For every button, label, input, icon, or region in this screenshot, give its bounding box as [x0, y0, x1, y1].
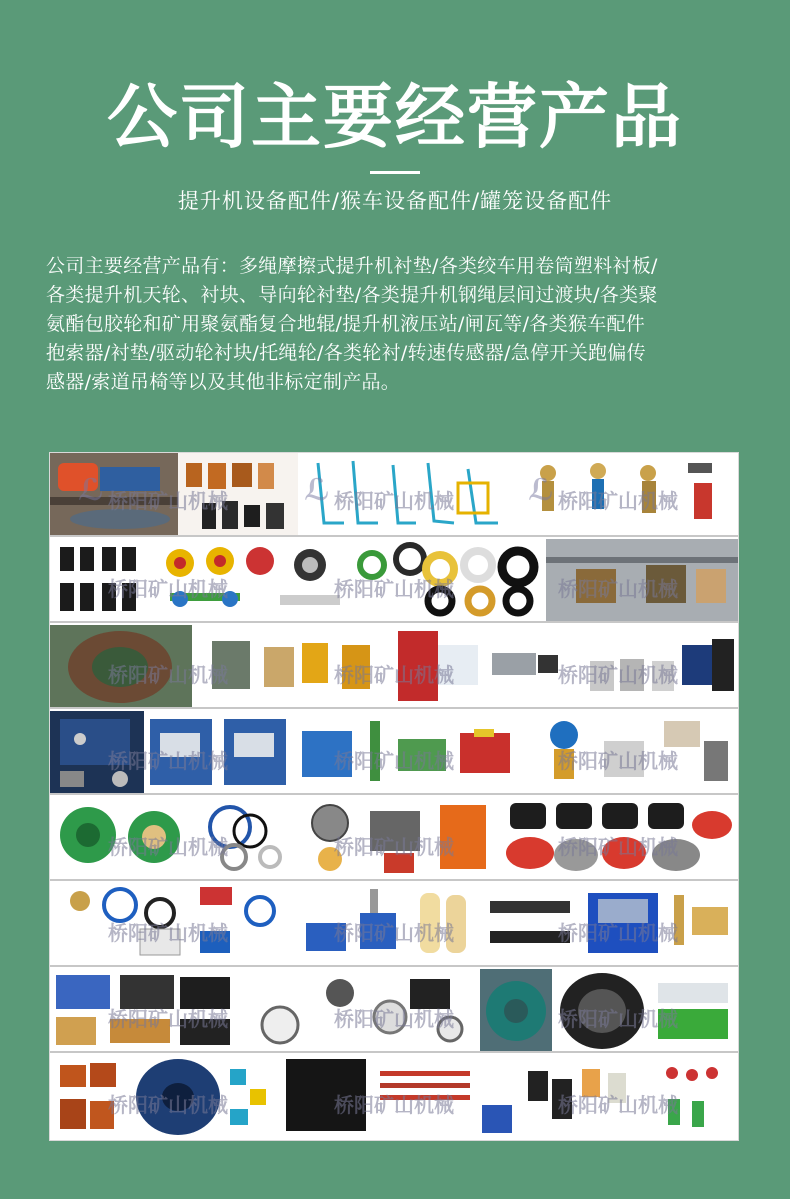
liner-blocks-icon: [178, 453, 298, 535]
solenoid-valves-icon: [50, 969, 240, 1051]
logo-watermark: ℒ: [78, 473, 104, 508]
hydraulic-station-photo: [578, 883, 738, 965]
brake-cylinders-photo: [582, 625, 738, 707]
valves-photo: [192, 625, 392, 707]
solenoid-valves-photo: [50, 969, 240, 1051]
liner-segments-icon: [50, 1055, 280, 1137]
watermark-text: 桥阳矿山机械: [334, 835, 454, 859]
monorail-photo: [546, 539, 738, 621]
junction-boxes-photo: [290, 883, 410, 965]
watermark-text: 桥阳矿山机械: [334, 1093, 454, 1117]
control-box-icon: [50, 711, 144, 793]
watermark-text: 桥阳矿山机械: [108, 1093, 228, 1117]
green-motors-icon: [50, 797, 190, 879]
watermark-text: 桥阳矿山机械: [558, 489, 678, 513]
gallery-row: [50, 711, 738, 795]
watermark-text: 桥阳矿山机械: [334, 749, 454, 773]
black-brackets-icon: [50, 539, 150, 621]
title-divider: [370, 171, 420, 174]
sheave-rollers-photo: [298, 453, 518, 535]
black-brackets-photo: [50, 539, 150, 621]
gallery-row: [50, 797, 738, 881]
watermark-text: 桥阳矿山机械: [334, 1007, 454, 1031]
valves-icon: [192, 625, 392, 707]
drum-liner-photo: [552, 969, 738, 1051]
gallery-row: [50, 969, 738, 1053]
sensors-photo: [294, 711, 534, 793]
sensors-icon: [294, 711, 534, 793]
watermark-text: 桥阳矿山机械: [334, 489, 454, 513]
electrical-cabinets-icon: [144, 711, 294, 793]
black-box-photo: [280, 1055, 372, 1137]
rollers-photo: [410, 883, 578, 965]
hoist-machine-photo: [50, 453, 178, 535]
bolts-photo: [522, 1055, 738, 1137]
pressure-gauges-photo: [240, 969, 480, 1051]
gallery-row: [50, 883, 738, 967]
watermark-text: 桥阳矿山机械: [108, 577, 228, 601]
black-box-icon: [280, 1055, 372, 1137]
friction-pads-icon: [500, 797, 738, 879]
watermark-text: 桥阳矿山机械: [108, 921, 228, 945]
rollers-icon: [410, 883, 578, 965]
support-wheels-photo: [150, 539, 350, 621]
watermark-text: 桥阳矿山机械: [108, 663, 228, 687]
hoist-machine-icon: [50, 453, 178, 535]
watermark-text: 桥阳矿山机械: [558, 835, 678, 859]
sheave-icon: [480, 969, 552, 1051]
liner-segments-photo: [50, 1055, 280, 1137]
gear-parts-photo: [300, 797, 500, 879]
watermark-text: 桥阳矿山机械: [108, 749, 228, 773]
watermark-text: 桥阳矿山机械: [334, 663, 454, 687]
watermark-text: 桥阳矿山机械: [558, 1093, 678, 1117]
rods-photo: [372, 1055, 522, 1137]
gear-parts-icon: [300, 797, 500, 879]
drum-wheel-photo: [50, 625, 192, 707]
watermark-text: 桥阳矿山机械: [334, 921, 454, 945]
switch-sensors-photo: [534, 711, 738, 793]
rubber-rings-photo: [350, 539, 546, 621]
product-photo-gallery: [49, 452, 739, 1141]
gallery-row: [50, 539, 738, 623]
rope-grip-icon: [518, 453, 738, 535]
liner-blocks-photo: [178, 453, 298, 535]
electrical-cabinets-photo: [144, 711, 294, 793]
page-title: 公司主要经营产品: [107, 76, 683, 158]
green-motors-photo: [50, 797, 190, 879]
watermark-text: 桥阳矿山机械: [334, 577, 454, 601]
sheave-rollers-icon: [298, 453, 518, 535]
gallery-row: [50, 625, 738, 709]
friction-pads-photo: [500, 797, 738, 879]
watermark-text: 桥阳矿山机械: [108, 489, 228, 513]
product-description: [46, 252, 756, 397]
rods-icon: [372, 1055, 522, 1137]
description-line: 感器/索道吊椅等以及其他非标定制产品。: [46, 371, 401, 393]
page-subtitle: 提升机设备配件/猴车设备配件/罐笼设备配件: [177, 189, 613, 213]
support-wheels-icon: [150, 539, 350, 621]
switch-sensors-icon: [534, 711, 738, 793]
logo-watermark: ℒ: [304, 473, 330, 508]
description-line: 公司主要经营产品有：多绳摩擦式提升机衬垫/各类绞车用卷筒塑料衬板/: [46, 255, 658, 277]
rope-grip-parts-photo: [518, 453, 738, 535]
bolts-icon: [522, 1055, 738, 1137]
brake-cylinders-icon: [582, 625, 738, 707]
logo-watermark: ℒ: [528, 473, 554, 508]
watermark-text: 桥阳矿山机械: [558, 749, 678, 773]
description-line: 氨酯包胶轮和矿用聚氨酯复合地辊/提升机液压站/闸瓦等/各类猴车配件: [46, 313, 646, 335]
brake-actuator-photo: [392, 625, 582, 707]
rubber-rings-icon: [350, 539, 546, 621]
pressure-gauges-icon: [240, 969, 480, 1051]
o-rings-icon: [190, 797, 300, 879]
o-rings-photo: [190, 797, 300, 879]
drum-liner-icon: [552, 969, 738, 1051]
watermark-text: 桥阳矿山机械: [558, 1007, 678, 1031]
watermark-text: 桥阳矿山机械: [558, 663, 678, 687]
brake-actuator-icon: [392, 625, 582, 707]
junction-boxes-icon: [290, 883, 410, 965]
description-line: 各类提升机天轮、衬块、导向轮衬垫/各类提升机钢绳层间过渡块/各类聚: [46, 284, 658, 306]
control-box-photo: [50, 711, 144, 793]
monorail-icon: [546, 539, 738, 621]
description-line: 抱索器/衬垫/驱动轮衬块/托绳轮/各类轮衬/转速传感器/急停开关跑偏传: [46, 342, 646, 364]
watermark-text: 桥阳矿山机械: [108, 1007, 228, 1031]
watermark-text: 桥阳矿山机械: [558, 577, 678, 601]
gallery-row: [50, 453, 738, 537]
cables-icon: [50, 883, 290, 965]
watermark-text: 桥阳矿山机械: [558, 921, 678, 945]
cables-photo: [50, 883, 290, 965]
watermark-text: 桥阳矿山机械: [108, 835, 228, 859]
hydraulic-station-icon: [578, 883, 738, 965]
drum-wheel-icon: [50, 625, 192, 707]
sheave-photo: [480, 969, 552, 1051]
gallery-row: [50, 1055, 738, 1137]
